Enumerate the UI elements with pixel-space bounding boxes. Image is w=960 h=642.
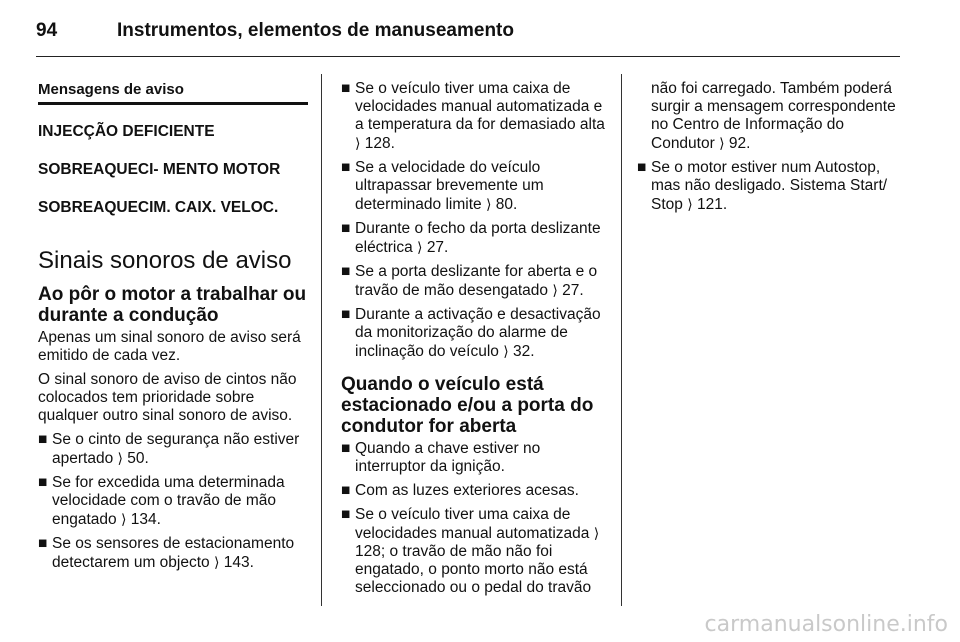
warning-message: SOBREAQUECI- MENTO MOTOR bbox=[38, 161, 281, 178]
bullet-icon: ■ bbox=[38, 430, 48, 448]
list-item-text: Se a porta deslizante for aberta e o travão de mão desengatado bbox=[355, 263, 598, 299]
list-item bbox=[637, 159, 907, 214]
list-item bbox=[341, 263, 609, 300]
subheading: Ao pôr o motor a trabalhar ou durante a condução bbox=[38, 283, 307, 326]
section-title: Mensagens de aviso bbox=[38, 81, 308, 105]
list-item-text: Se o motor estiver num Autostop, mas não desligado. Sistema Start/ Stop bbox=[651, 159, 888, 213]
page-ref-icon: ⟩ bbox=[503, 343, 509, 359]
page-ref-icon: ⟩ bbox=[120, 510, 127, 527]
page-ref-icon: ⟩ bbox=[485, 196, 492, 212]
list-item bbox=[341, 482, 609, 500]
list-item-text: Se a velocidade do veículo ultrapassar brevemente um determinado limite bbox=[355, 159, 544, 213]
list-item bbox=[341, 159, 609, 214]
column-divider bbox=[621, 74, 622, 606]
column-3 bbox=[637, 80, 907, 214]
list-item bbox=[341, 306, 609, 361]
page-ref: 80. bbox=[495, 196, 518, 213]
page-ref-icon: ⟩ bbox=[213, 553, 220, 570]
page-ref: 27. bbox=[562, 282, 584, 299]
bullet-icon: ■ bbox=[341, 439, 351, 457]
list-item-text: Durante o fecho da porta deslizante eléctrica bbox=[355, 220, 601, 256]
paragraph: Apenas um sinal sonoro de aviso será emitido de cada vez. bbox=[38, 328, 301, 364]
column-2 bbox=[341, 80, 609, 597]
chapter-heading: Sinais sonoros de aviso bbox=[38, 247, 292, 274]
page-ref-icon: ⟩ bbox=[552, 282, 558, 298]
list-item bbox=[38, 474, 308, 529]
page-ref: 92. bbox=[728, 135, 751, 152]
bullet-icon: ■ bbox=[341, 306, 351, 323]
list-item-text: Se o veículo tiver uma caixa de velocidades manual automatizada bbox=[355, 505, 590, 542]
list-item-text: Com as luzes exteriores acesas. bbox=[355, 481, 579, 499]
list-item-text: Quando a chave estiver no interruptor da ignição. bbox=[355, 439, 541, 475]
list-item bbox=[341, 440, 609, 476]
page-number: 94 bbox=[36, 20, 58, 41]
page-ref: 32. bbox=[513, 343, 535, 360]
list-item-text: não foi carregado. Também poderá surgir a mensagem correspondente no Centro de Informação do Condutor bbox=[651, 80, 896, 152]
page-ref-icon: ⟩ bbox=[117, 449, 123, 466]
column-1 bbox=[38, 78, 308, 572]
bullet-icon: ■ bbox=[341, 505, 351, 523]
bullet-icon: ■ bbox=[38, 473, 48, 491]
page-ref: 50. bbox=[127, 449, 149, 467]
bullet-icon: ■ bbox=[38, 534, 48, 552]
page-ref: 121. bbox=[696, 196, 728, 213]
list-item bbox=[341, 506, 609, 597]
page-ref-icon: ⟩ bbox=[417, 239, 423, 255]
warning-message: INJECÇÃO DEFICIENTE bbox=[38, 123, 215, 140]
page-ref: 143. bbox=[223, 553, 254, 571]
page-ref: 128. bbox=[364, 135, 395, 152]
bullet-icon: ■ bbox=[341, 159, 351, 176]
page-ref-icon: ⟩ bbox=[687, 196, 693, 212]
page-ref-icon: ⟩ bbox=[719, 135, 725, 151]
list-item-text: Se for excedida uma determinada velocidade com o travão de mão engatado bbox=[52, 473, 285, 528]
list-item-text: Se o cinto de segurança não estiver apertado bbox=[52, 430, 300, 467]
list-item bbox=[341, 220, 609, 257]
bullet-icon: ■ bbox=[341, 481, 351, 499]
bullet-icon: ■ bbox=[341, 80, 351, 97]
bullet-icon: ■ bbox=[341, 263, 351, 280]
header-rule bbox=[36, 56, 900, 57]
subheading: Quando o veículo está estacionado e/ou a porta do condutor for aberta bbox=[341, 374, 594, 437]
page-ref-icon: ⟩ bbox=[593, 524, 600, 541]
bullet-icon: ■ bbox=[341, 220, 351, 237]
page-ref: 134. bbox=[130, 510, 161, 528]
page-ref: 128; o travão de mão não foi engatado, o ponto morto não está seleccionado ou o pedal do travão bbox=[355, 542, 592, 596]
list-item bbox=[38, 535, 308, 572]
bullet-icon: ■ bbox=[637, 159, 647, 176]
paragraph: O sinal sonoro de aviso de cintos não colocados tem prioridade sobre qualquer outro sinal sonoro de aviso. bbox=[38, 370, 297, 424]
column-divider bbox=[321, 74, 322, 606]
list-item-text: Se os sensores de estacionamento detectarem um objecto bbox=[52, 534, 295, 571]
list-item-continued bbox=[637, 80, 907, 153]
list-item bbox=[341, 80, 609, 153]
watermark: carmanualsonline.info bbox=[704, 612, 948, 637]
warning-message: SOBREAQUECIM. CAIX. VELOC. bbox=[38, 199, 279, 216]
page-ref: 27. bbox=[426, 239, 449, 256]
list-item-text: Durante a activação e desactivação da monitorização do alarme de inclinação do veículo bbox=[355, 306, 601, 360]
page-ref-icon: ⟩ bbox=[355, 135, 361, 151]
list-item bbox=[38, 431, 308, 468]
page-header-title: Instrumentos, elementos de manuseamento bbox=[117, 20, 514, 41]
list-item-text: Se o veículo tiver uma caixa de velocidades manual automatizada e a temperatura da for demasiado alta bbox=[355, 80, 605, 133]
